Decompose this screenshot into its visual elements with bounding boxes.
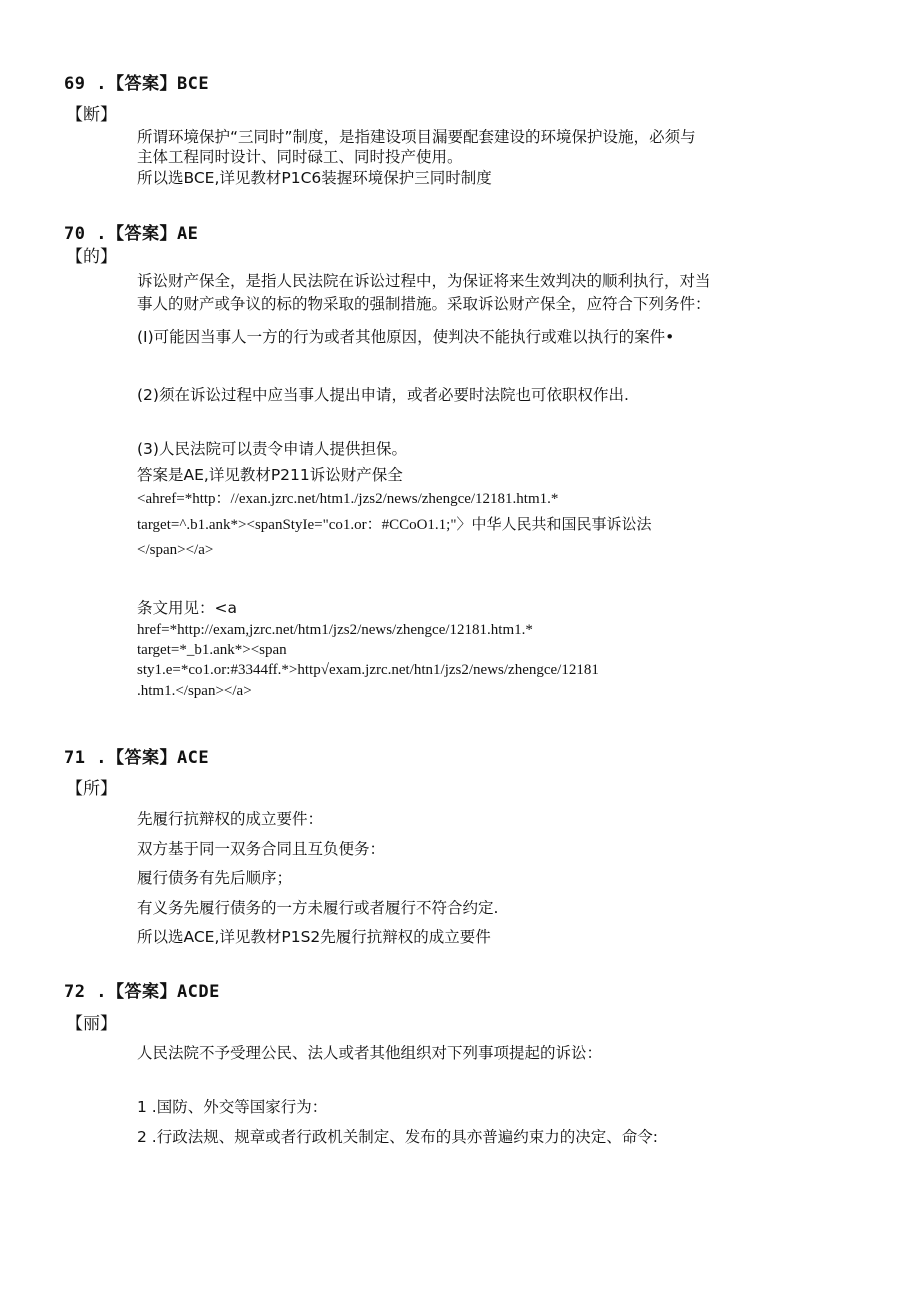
q71-heading: 71 .【答案】ACE xyxy=(64,748,210,768)
q70-line-10: 条文用见：<a xyxy=(137,599,237,617)
q69-heading: 69 .【答案】BCE xyxy=(64,74,210,94)
q72-line-1: 人民法院不予受理公民、法人或者其他组织对下列事项提起的诉讼： xyxy=(137,1044,603,1062)
q70-line-13: sty1.e=*co1.or:#3344ff.*>http√exam.jzrc.net/htn1/jzs2/news/zhengce/12181 xyxy=(137,662,599,678)
q71-line-4: 有义务先履行债务的一方未履行或者履行不符合约定. xyxy=(137,899,499,917)
q72-line-2: 1 .国防、外交等国家行为： xyxy=(137,1098,328,1116)
q70-line-5: (3)人民法院可以责令申请人提供担保。 xyxy=(137,440,407,458)
q69-line-2: 主体工程同时设计、同时碌工、同时投产使用。 xyxy=(137,148,463,166)
q70-line-1: 诉讼财产保全，是指人民法院在诉讼过程中，为保证将来生效判决的顺利执行，对当 xyxy=(137,272,711,290)
q71-line-5: 所以选ACE,详见教材P1S2先履行抗辩权的成立要件 xyxy=(137,928,491,946)
q70-line-3: (I)可能因当事人一方的行为或者其他原因，使判决不能执行或难以执行的案件• xyxy=(137,328,675,346)
q69-line-3: 所以选BCE,详见教材P1C6装握环境保护三同时制度 xyxy=(137,169,492,187)
q71-line-2: 双方基于同一双务合同且互负便务： xyxy=(137,840,386,858)
q70-line-11: href=*http://exam,jzrc.net/htm1/jzs2/news/zhengce/12181.htm1.* xyxy=(137,622,533,638)
q71-line-3: 履行债务有先后顺序； xyxy=(137,869,293,887)
q70-line-6: 答案是AE,详见教材P211诉讼财产保全 xyxy=(137,466,403,484)
q70-line-4: (2)须在诉讼过程中应当事人提出申请，或者必要时法院也可依职权作出. xyxy=(137,386,629,404)
q72-heading: 72 .【答案】ACDE xyxy=(64,982,220,1002)
q71-line-1: 先履行抗辩权的成立要件： xyxy=(137,810,324,828)
q71-tag: 【所】 xyxy=(66,779,117,799)
q70-line-2: 事人的财产或争议的标的物采取的强制措施。采取诉讼财产保全，应符合下列务件： xyxy=(137,295,711,313)
q70-line-12: target=*_b1.ank*><span xyxy=(137,642,287,658)
q70-line-14: .htm1.</span></a> xyxy=(137,683,252,699)
q70-line-9: </span></a> xyxy=(137,542,214,558)
q72-tag: 【丽】 xyxy=(66,1014,117,1034)
q69-tag: 【断】 xyxy=(66,105,117,125)
q70-tag: 【的】 xyxy=(66,247,117,267)
q72-line-3: 2 .行政法规、规章或者行政机关制定、发布的具亦普遍约束力的决定、命令: xyxy=(137,1128,658,1146)
q70-line-8: target=^.b1.ank*><spanStyIe="co1.or：#CCoO1.1;"〉中华人民共和国民事诉讼法 xyxy=(137,517,652,533)
q70-heading: 70 .【答案】AE xyxy=(64,224,199,244)
q70-line-7: <ahref=*http：//exan.jzrc.net/htm1./jzs2/news/zhengce/12181.htm1.* xyxy=(137,491,559,507)
q69-line-1: 所谓环境保护“三同时”制度，是指建设项目漏要配套建设的环境保护设施，必须与 xyxy=(137,128,696,146)
